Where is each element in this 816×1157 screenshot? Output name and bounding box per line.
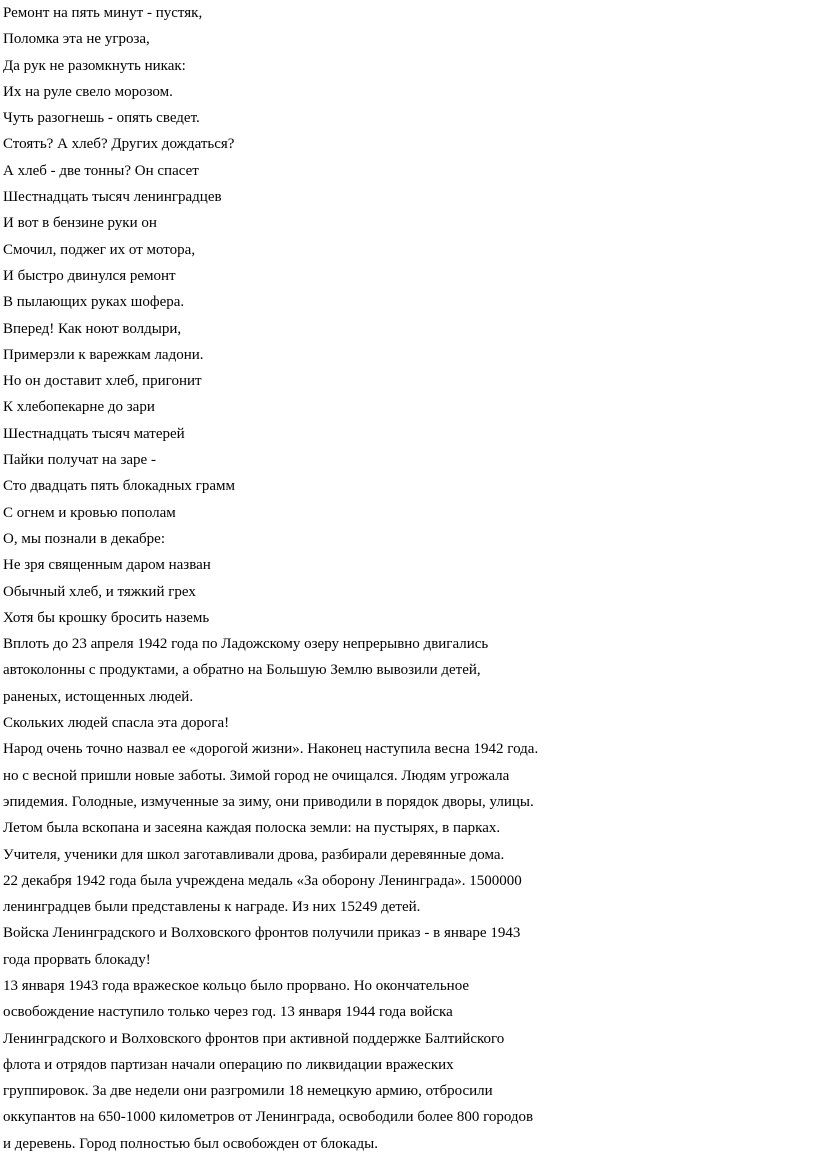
poem-line: Обычный хлеб, и тяжкий грех [3,583,196,600]
poem [3,0,813,631]
prose-line: автоколонны с продуктами, а обратно на Большую Землю вывозили детей, [3,662,481,679]
prose-line: эпидемия. Голодные, измученные за зиму, они приводили в порядок дворы, улицы. [3,793,534,810]
prose-line: раненых, истощенных людей. [3,688,194,705]
prose-line: но с весной пришли новые заботы. Зимой город не очищался. Людям угрожала [3,767,510,784]
prose-line: и деревень. Город полностью был освобожден от блокады. [3,1135,378,1152]
poem-line: И вот в бензине руки он [3,215,157,232]
poem-line: Поломка эта не угроза, [3,31,150,48]
poem-line: Хотя бы крошку бросить наземь [3,609,210,626]
prose-line: Вплоть до 23 апреля 1942 года по Ладожскому озеру непрерывно двигались [3,636,489,653]
poem-line: Примерзли к варежкам ладони. [3,346,204,363]
poem-line: Пайки получат на заре - [3,452,156,469]
poem-line: И быстро двинулся ремонт [3,267,176,284]
prose-line: Учителя, ученики для школ заготавливали дрова, разбирали деревянные дома. [3,846,505,863]
poem-line: Сто двадцать пять блокадных грамм [3,478,235,495]
prose-line: освобождение наступило только через год. 13 января 1944 года войска [3,1004,453,1021]
poem-line: Вперед! Как ноют волдыри, [3,320,182,337]
poem-line: Шестнадцать тысяч ленинградцев [3,189,222,206]
prose-line: 13 января 1943 года вражеское кольцо было прорвано. Но окончательное [3,977,470,994]
poem-line: Не зря священным даром назван [3,557,211,574]
poem-line: Да рук не разомкнуть никак: [3,57,186,74]
prose-line: года прорвать блокаду! [3,951,151,968]
prose-text [3,631,813,1157]
prose-line: ленинградцев были представлены к награде. Из них 15249 детей. [3,899,421,916]
prose-line: 22 декабря 1942 года была учреждена медаль «За оборону Ленинграда». 1500000 [3,872,522,889]
prose-line: Скольких людей спасла эта дорога! [3,715,230,732]
prose-line: Народ очень точно назвал ее «дорогой жизни». Наконец наступила весна 1942 года. [3,741,539,758]
poem-line: Смочил, поджег их от мотора, [3,241,196,258]
poem-line: Чуть разогнешь - опять сведет. [3,110,200,127]
poem-line: О, мы познали в декабре: [3,530,165,547]
poem-line: В пылающих руках шофера. [3,294,185,311]
prose-line: оккупантов на 650-1000 километров от Ленинграда, освободили более 800 городов [3,1109,534,1126]
document-page [3,0,813,1157]
poem-line: Ремонт на пять минут - пустяк, [3,5,203,21]
prose-line: флота и отрядов партизан начали операцию по ликвидации вражеских [3,1056,454,1073]
prose-line: Ленинградского и Волховского фронтов при активной поддержке Балтийского [3,1030,505,1047]
prose-line: Летом была вскопана и засеяна каждая полоска земли: на пустырях, в парках. [3,820,501,837]
poem-line: К хлебопекарне до зари [3,399,155,416]
poem-line: С огнем и кровью пополам [3,504,176,521]
poem-line: Но он доставит хлеб, пригонит [3,373,202,390]
poem-line: Их на руле свело морозом. [3,83,173,100]
poem-line: А хлеб - две тонны? Он спасет [3,162,199,179]
poem-line: Стоять? А хлеб? Других дождаться? [3,136,235,153]
poem-line: Шестнадцать тысяч матерей [3,425,185,442]
prose-line: группировок. За две недели они разгромили 18 немецкую армию, отбросили [3,1083,493,1100]
prose-line: Войска Ленинградского и Волховского фронтов получили приказ - в январе 1943 [3,925,521,942]
